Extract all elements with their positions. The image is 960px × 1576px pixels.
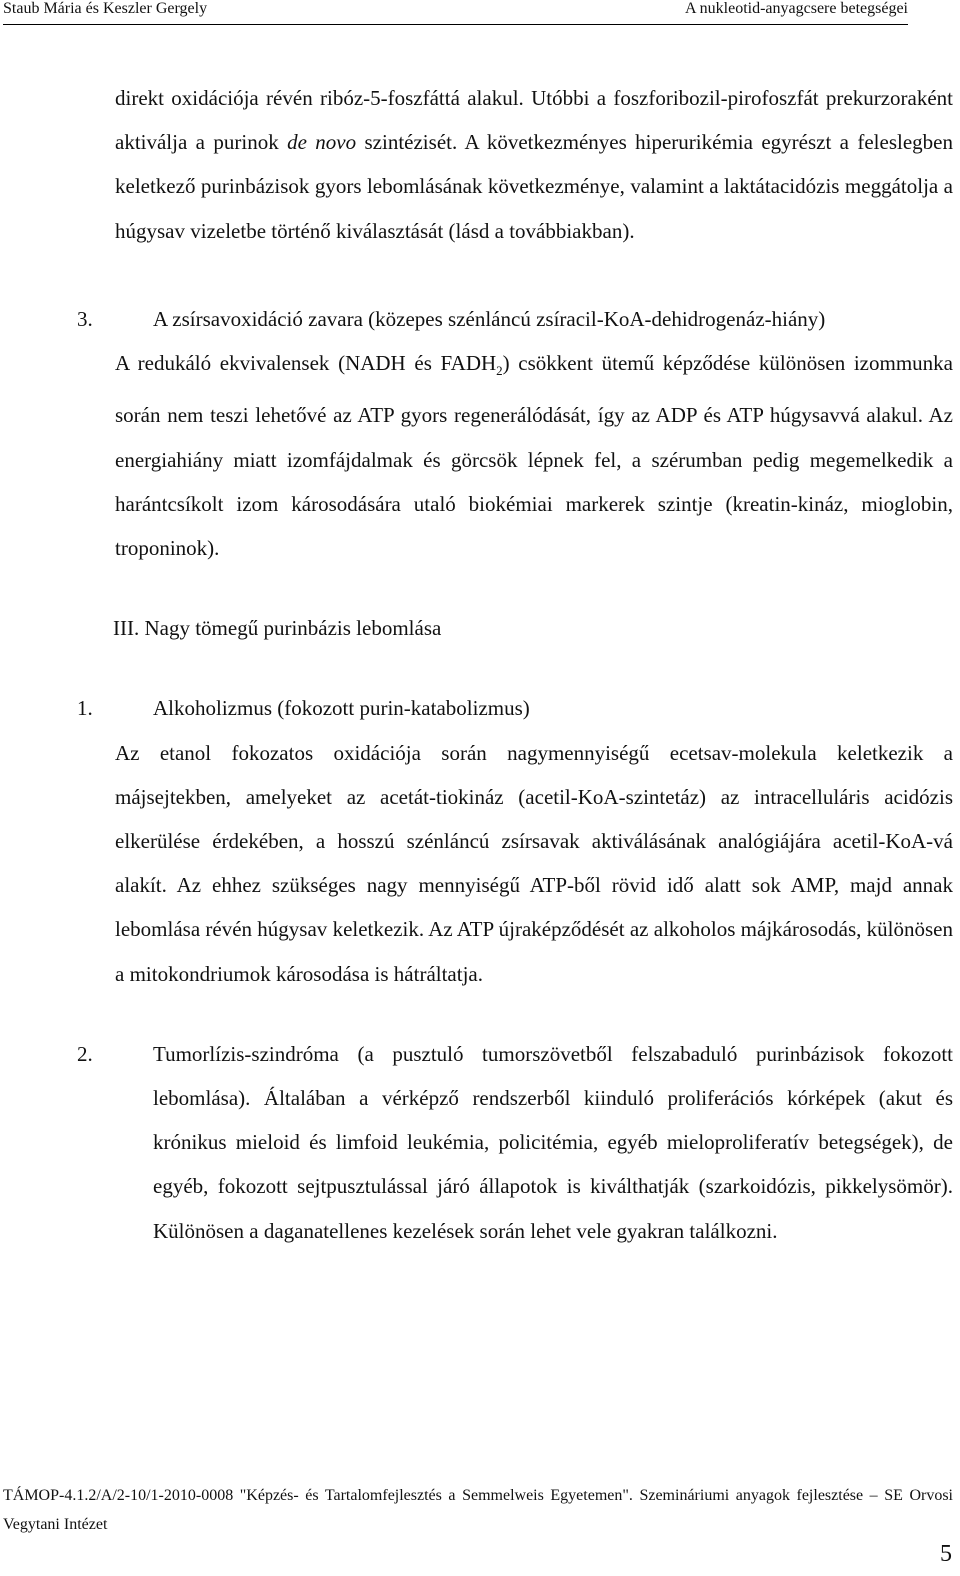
heading-iii: III. Nagy tömegű purinbázis lebomlása: [113, 616, 442, 641]
section-1-title: 1. Alkoholizmus (fokozott purin-katabolizmus): [115, 686, 953, 730]
section-1-number: 1.: [77, 696, 93, 721]
section-1-text: Az etanol fokozatos oxidációja során nagymennyiségű ecetsav-molekula keletkezik a májsejtekben, amelyeket az acetát-tiokináz (acetil-KoA-szintetáz) az intracelluláris acidózis elkerülése érdekében, a hosszú szénláncú zsírsavak aktiválásának analógiájára acetil-KoA-vá alakít. Az ehhez szükséges nagy mennyiségű ATP-ből rövid idő alatt sok AMP, majd annak lebomlása révén húgysav keletkezik. Az ATP újraképződését az alkoholos májkárosodás, különösen a mitokondriumok károsodása is hátráltatja.: [115, 740, 953, 986]
subscript: 2: [496, 363, 503, 379]
page-header: [0, 0, 960, 24]
section-3-text: A redukáló ekvivalensek (NADH és $FADH_2$) csökkent ütemű képződése különösen izommunka során nem teszi lehetővé az ATP gyors regenerálódását, így az ADP és ATP húgysavvá alakul. Az energiahiány miatt izomfájdalmak és görcsök lépnek fel, a szérumban pedig megemelkedik a harántcsíkolt izom károsodására utaló biokémiai markerek szintje (kreatin-kináz, mioglobin, troponinok).: [115, 351, 953, 561]
page-number: 5: [940, 1541, 952, 1567]
paragraph-intro: direkt oxidációja révén ribóz-5-foszfáttá alakul. Utóbbi a foszforibozil-pirofoszfát prekurzoraként aktiválja a purinok de novo szintézisét. A következményes hiperurikémia egyrészt a feleslegben keletkező purinbázisok gyors lebomlásának következménye, valamint a laktátacidózis meggátolja a húgysav vizeletbe történő kiválasztását (lásd a továbbiakban).: [115, 86, 953, 243]
section-3-title: 3. A zsírsavoxidáció zavara (közepes szénláncú zsíracil-KoA-dehidrogenáz-hiány): [115, 297, 953, 341]
footer-text: TÁMOP-4.1.2/A/2-10/1-2010-0008 "Képzés- és Tartalomfejlesztés a Semmelweis Egyetemen". Szemináriumi anyagok fejlesztése – SE Orvosi Vegytani Intézet: [3, 1487, 953, 1533]
document-body: [77, 76, 953, 1253]
header-divider: [3, 24, 908, 25]
section-2-number: 2.: [77, 1041, 93, 1066]
page-footer: [3, 1481, 953, 1539]
header-authors: Staub Mária és Keszler Gergely: [3, 0, 208, 17]
section-2-text: 2. Tumorlízis-szindróma (a pusztuló tumorszövetből felszabaduló purinbázisok fokozott lebomlása). Általában a vérképző rendszerből kiinduló proliferációs kórképek (akut és krónikus mieloid és limfoid leukémia, policitémia, egyéb mieloproliferatív betegségek), de egyéb, fokozott sejtpusztulással járó állapotok is kiválthatják (szarkoidózis, pikkelysömör). Különösen a daganatellenes kezelések során lehet vele gyakran találkozni.: [115, 1032, 953, 1253]
header-title: A nukleotid-anyagcsere betegségei: [684, 0, 908, 17]
italic-term: de novo: [287, 130, 357, 155]
section-3-number: 3.: [77, 306, 93, 331]
